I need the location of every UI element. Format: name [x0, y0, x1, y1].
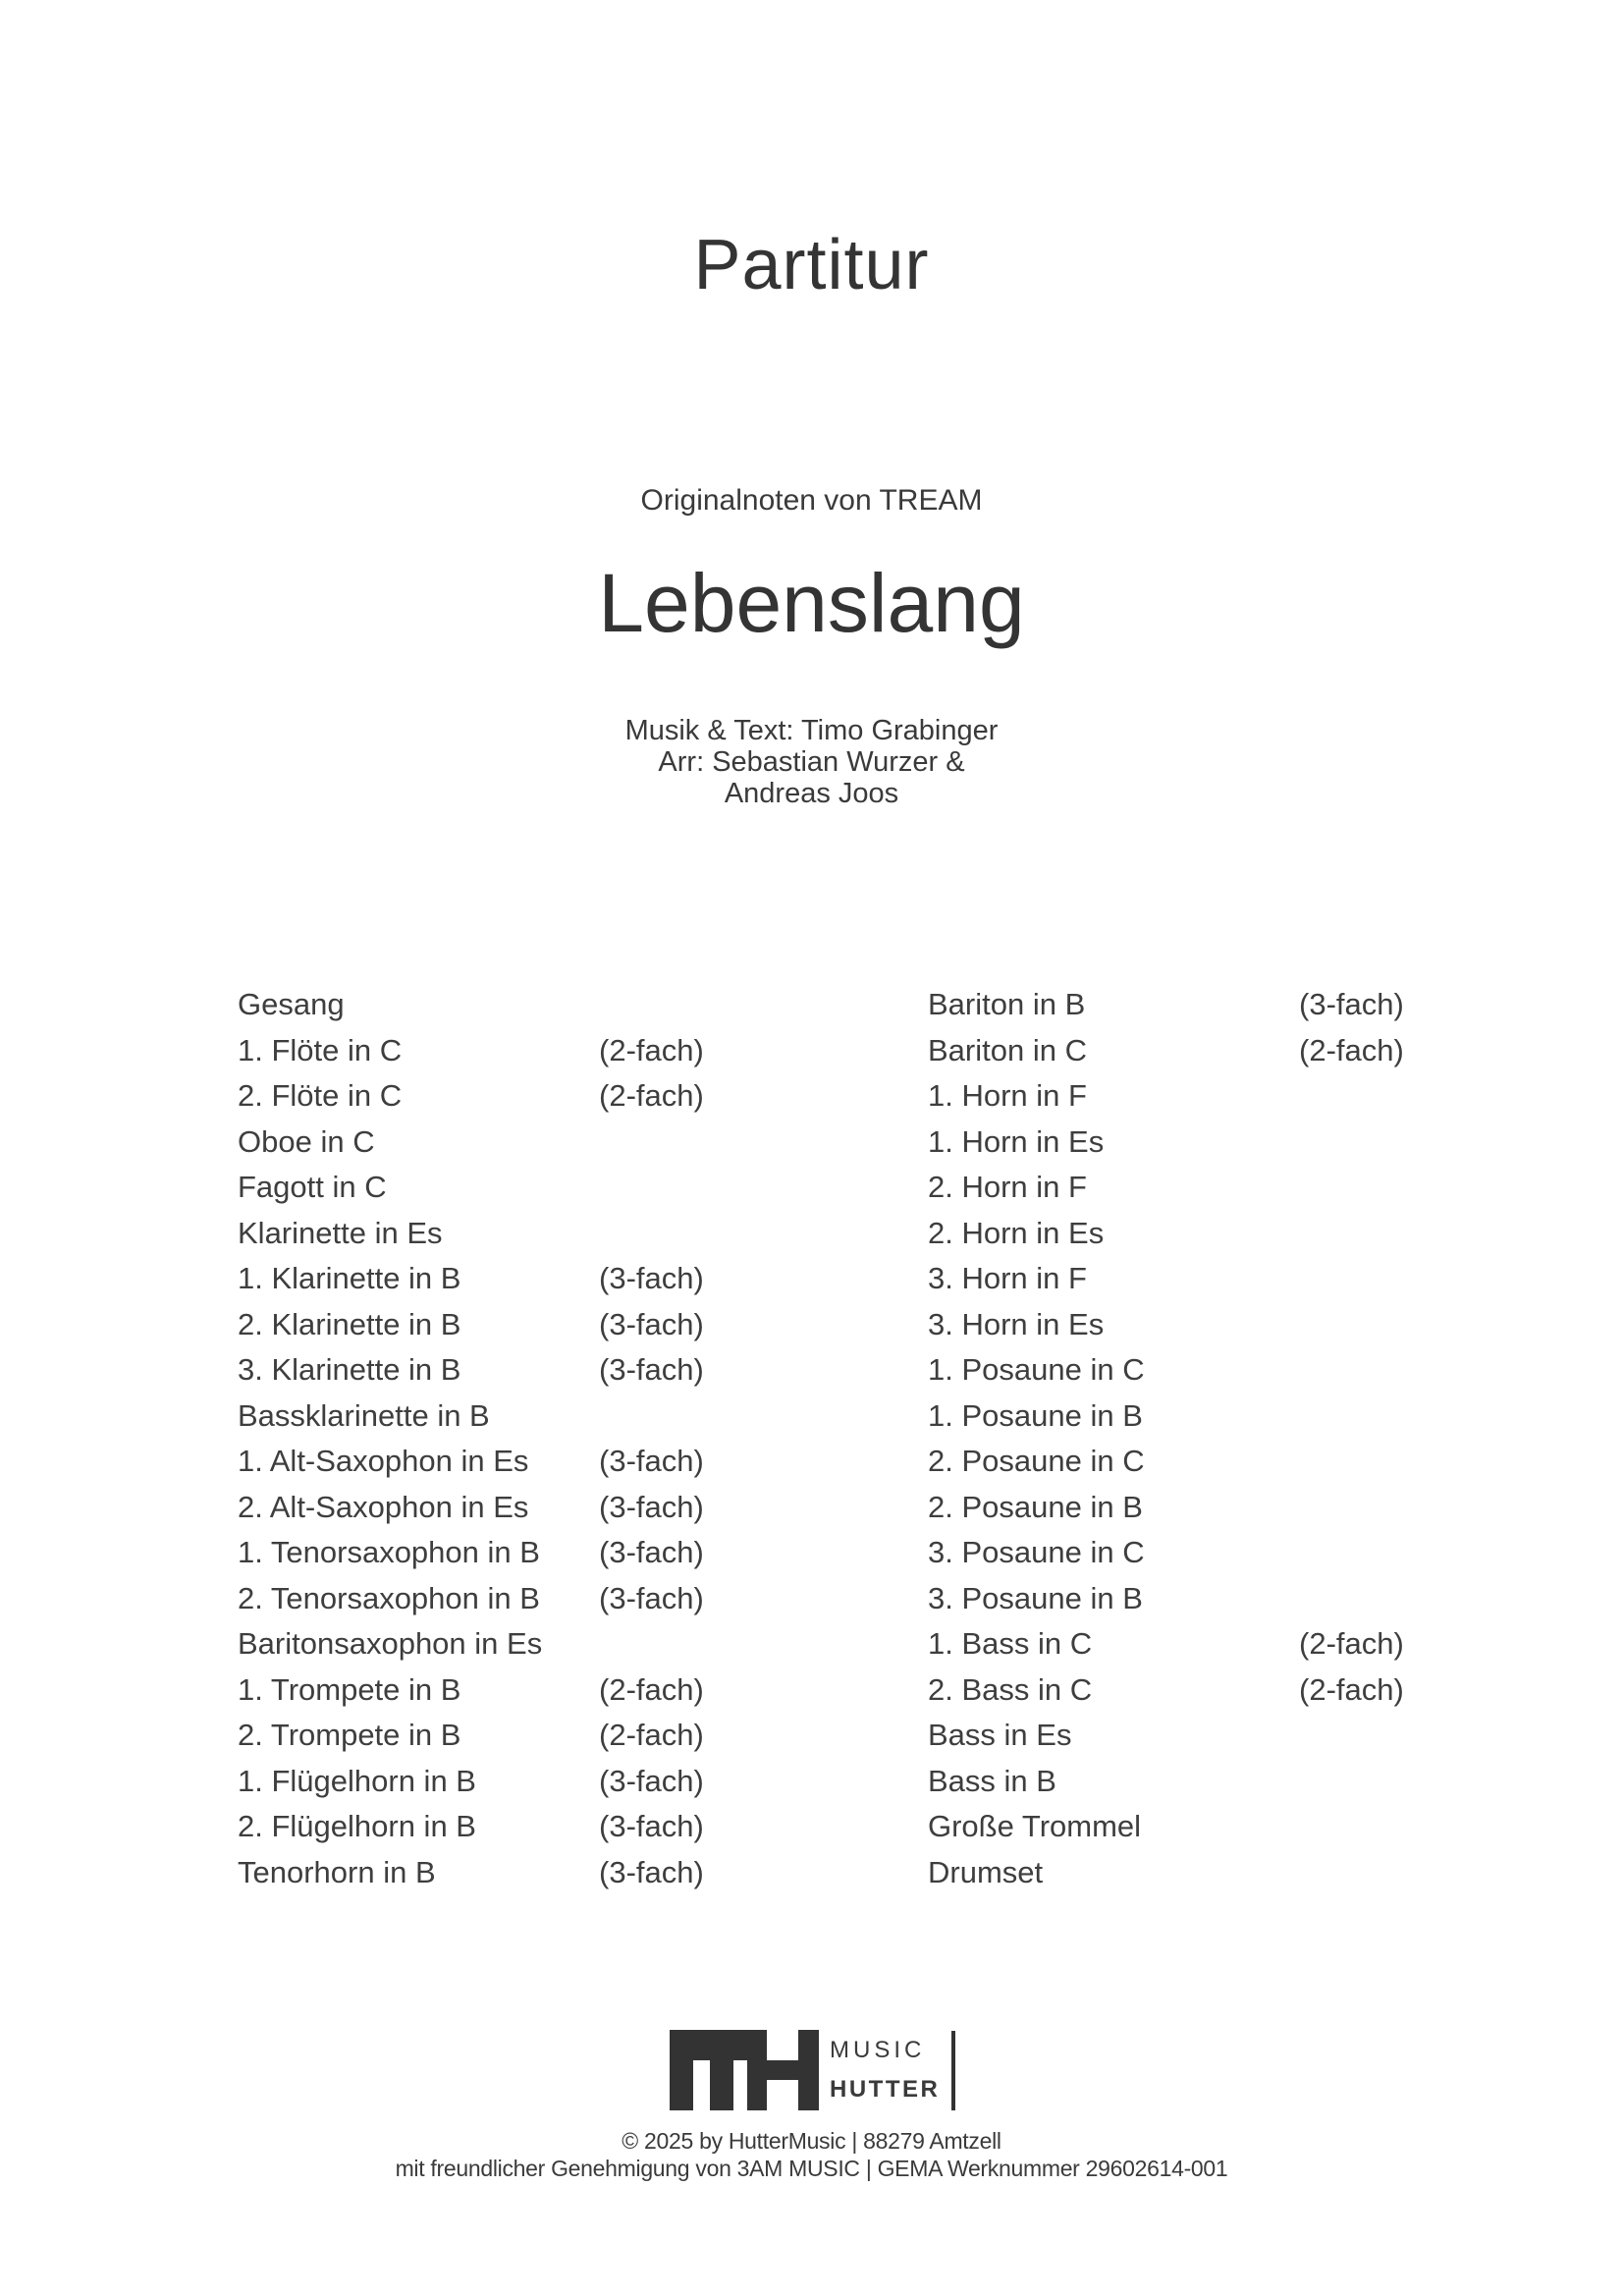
- instrument-name: 2. Flügelhorn in B: [238, 1809, 476, 1843]
- instrument-copies: (3-fach): [599, 1306, 704, 1341]
- instrument-copies: (2-fach): [599, 1718, 704, 1752]
- credits-arranger-2: Andreas Joos: [724, 778, 899, 809]
- instrument-row: [238, 1073, 787, 1120]
- instrument-name: 2. Trompete in B: [238, 1718, 461, 1752]
- logo-word-music: MUSIC: [830, 2037, 926, 2063]
- instrument-copies: (3-fach): [1299, 987, 1404, 1021]
- origin-note: Originalnoten von TREAM: [640, 484, 983, 517]
- instrument-row: [238, 1439, 787, 1485]
- copyright-line-2: mit freundlicher Genehmigung von 3AM MUSIC | GEMA Werknummer 29602614-001: [395, 2156, 1228, 2181]
- credits-block: [0, 715, 1623, 809]
- publisher-logo: [670, 2030, 1043, 2112]
- logo-divider-bar: [951, 2031, 955, 2110]
- instrument-row: [238, 1302, 787, 1348]
- instrument-row: [928, 1394, 1478, 1440]
- instrument-name: 1. Klarinette in B: [238, 1261, 461, 1295]
- instrument-row: [238, 1713, 787, 1759]
- instrument-row: [928, 1165, 1478, 1211]
- instrument-row: [238, 1485, 787, 1531]
- instrument-name: 1. Posaune in B: [928, 1397, 1143, 1433]
- instrument-name: Bariton in B: [928, 987, 1086, 1021]
- instrument-row: [238, 1576, 787, 1622]
- logo-word-hutter: HUTTER: [830, 2076, 941, 2103]
- instrument-row: [238, 1530, 787, 1576]
- instrument-row: [928, 1256, 1478, 1302]
- work-title: Lebenslang: [598, 557, 1025, 649]
- instrument-row: [238, 1120, 787, 1166]
- instrument-row: [238, 982, 787, 1028]
- mh-monogram-icon: [670, 2030, 819, 2110]
- instrument-row: [928, 1804, 1478, 1850]
- instrument-row: [928, 1439, 1478, 1485]
- instrument-copies: (3-fach): [599, 1763, 704, 1798]
- instrument-row: [928, 1850, 1478, 1896]
- instrument-name: Fagott in C: [238, 1170, 387, 1204]
- instrument-name: 3. Horn in F: [928, 1261, 1087, 1295]
- instrument-name: 1. Tenorsaxophon in B: [238, 1535, 540, 1569]
- mh-monogram-shape: [767, 2060, 798, 2080]
- instrument-name: 3. Klarinette in B: [238, 1352, 461, 1387]
- instrument-row: [928, 1120, 1478, 1166]
- instrument-name: 1. Flöte in C: [238, 1032, 403, 1067]
- mh-monogram-shape: [670, 2030, 693, 2110]
- instrument-row: [238, 1850, 787, 1896]
- instrument-name: 1. Horn in Es: [928, 1123, 1105, 1159]
- instrument-column-left: [238, 982, 787, 1895]
- instrument-name: 3. Horn in Es: [928, 1306, 1105, 1341]
- instrument-name: 2. Horn in F: [928, 1170, 1087, 1204]
- instrument-row: [238, 1394, 787, 1440]
- instrument-name: Klarinette in Es: [238, 1215, 443, 1250]
- instrument-name: 2. Alt-Saxophon in Es: [238, 1489, 529, 1524]
- instrument-row: [928, 1759, 1478, 1805]
- instrument-row: [238, 1804, 787, 1850]
- instrument-copies: (3-fach): [599, 1261, 704, 1295]
- page-title: Partitur: [693, 226, 930, 304]
- instrument-row: [928, 1211, 1478, 1257]
- instrument-copies: (3-fach): [599, 1854, 704, 1889]
- instrument-row: [928, 1713, 1478, 1759]
- mh-monogram-shape: [798, 2030, 819, 2110]
- instrument-name: 1. Posaune in C: [928, 1352, 1145, 1387]
- instrument-row: [928, 982, 1478, 1028]
- instrument-copies: (2-fach): [1299, 1032, 1404, 1067]
- instrument-row: [928, 1347, 1478, 1394]
- instrument-row: [928, 1485, 1478, 1531]
- instrument-name: 2. Bass in C: [928, 1671, 1093, 1707]
- instrument-name: Bassklarinette in B: [238, 1397, 490, 1433]
- instrument-name: 2. Tenorsaxophon in B: [238, 1580, 540, 1615]
- instrument-name: Bariton in C: [928, 1032, 1087, 1067]
- instrument-row: [928, 1576, 1478, 1622]
- copyright-block: [0, 2127, 1623, 2182]
- instrument-row: [928, 1667, 1478, 1714]
- instrument-copies: (3-fach): [599, 1352, 704, 1387]
- instrument-name: Gesang: [238, 987, 345, 1021]
- instrument-row: [928, 1073, 1478, 1120]
- instrument-copies: (3-fach): [599, 1444, 704, 1478]
- instrument-name: 1. Bass in C: [928, 1626, 1093, 1661]
- instrument-name: 2. Flöte in C: [238, 1078, 403, 1113]
- instrument-name: 2. Klarinette in B: [238, 1306, 461, 1341]
- instrument-row: [928, 1621, 1478, 1667]
- instrument-name: Große Trommel: [928, 1809, 1142, 1843]
- instrument-copies: (3-fach): [599, 1489, 704, 1524]
- instrument-row: [238, 1667, 787, 1714]
- instrument-name: 1. Trompete in B: [238, 1671, 461, 1707]
- instrument-row: [238, 1621, 787, 1667]
- instrument-row: [238, 1347, 787, 1394]
- instrument-row: [238, 1211, 787, 1257]
- instrument-name: 1. Flügelhorn in B: [238, 1763, 476, 1798]
- credits-music-text: Musik & Text: Timo Grabinger: [624, 715, 999, 746]
- copyright-line-1: © 2025 by HutterMusic | 88279 Amtzell: [622, 2128, 1001, 2154]
- instrument-copies: (2-fach): [599, 1078, 704, 1113]
- instrument-row: [238, 1165, 787, 1211]
- mh-monogram-shape: [710, 2030, 733, 2110]
- instrument-copies: (2-fach): [1299, 1626, 1404, 1661]
- instrument-copies: (2-fach): [599, 1671, 704, 1707]
- instrument-name: 1. Horn in F: [928, 1078, 1087, 1113]
- instrument-name: Tenorhorn in B: [238, 1854, 436, 1889]
- instrument-name: 2. Posaune in C: [928, 1444, 1145, 1478]
- instrument-name: Baritonsaxophon in Es: [238, 1626, 543, 1661]
- instrument-name: Drumset: [928, 1854, 1044, 1889]
- instrument-name: 3. Posaune in C: [928, 1535, 1145, 1569]
- instrument-copies: (3-fach): [599, 1535, 704, 1569]
- instrument-column-right: [928, 982, 1478, 1895]
- instrument-copies: (2-fach): [1299, 1671, 1404, 1707]
- instrument-copies: (2-fach): [599, 1032, 704, 1067]
- instrument-row: [238, 1256, 787, 1302]
- instrument-name: 1. Alt-Saxophon in Es: [238, 1444, 529, 1478]
- instrument-row: [928, 1028, 1478, 1074]
- instrument-name: Oboe in C: [238, 1123, 375, 1159]
- mh-monogram-shape: [747, 2030, 767, 2110]
- instrument-row: [928, 1530, 1478, 1576]
- instrument-name: 2. Posaune in B: [928, 1489, 1143, 1524]
- instrument-name: Bass in B: [928, 1763, 1056, 1798]
- instrument-copies: (3-fach): [599, 1809, 704, 1843]
- credits-arranger: Arr: Sebastian Wurzer &: [658, 746, 965, 778]
- instrument-name: Bass in Es: [928, 1718, 1072, 1752]
- instrument-name: 2. Horn in Es: [928, 1215, 1105, 1250]
- instrument-row: [238, 1759, 787, 1805]
- instrument-copies: (3-fach): [599, 1580, 704, 1615]
- instrument-name: 3. Posaune in B: [928, 1580, 1143, 1615]
- instrument-row: [928, 1302, 1478, 1348]
- instrument-row: [238, 1028, 787, 1074]
